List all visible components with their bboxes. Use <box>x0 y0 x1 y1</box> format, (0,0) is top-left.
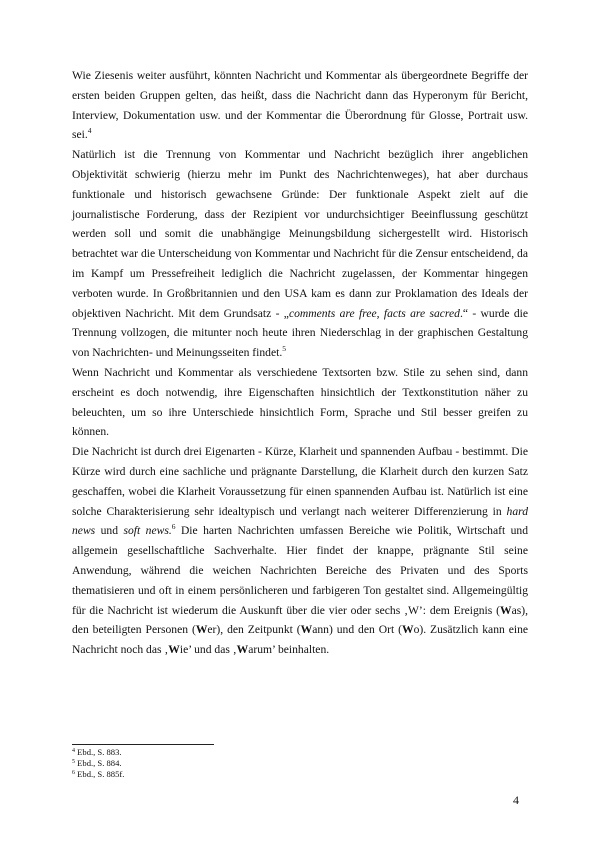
bold-text: W <box>300 623 313 637</box>
footnote-ref: 4 <box>87 126 92 136</box>
footnote <box>72 747 372 758</box>
paragraph <box>72 442 528 660</box>
italic-text: comments are free, facts are sacred <box>288 306 460 320</box>
text-run: er), den Zeitpunkt ( <box>207 623 301 637</box>
bold-text: W <box>236 643 249 657</box>
footnote <box>72 769 372 780</box>
text-run: Wie Ziesenis weiter ausführt, könnten Nachricht und Kommentar als übergeordnete Begriffe der ersten beiden Gruppen gelten, das heißt, dass die Nachricht dann das Hyperonym für Bericht, Interview, Dokumentation usw. und der Kommentar die Überordnung für Glosse, Portrait usw. sei. <box>72 69 528 142</box>
bold-text: W <box>168 643 180 657</box>
paragraph <box>72 145 528 363</box>
bold-text: W <box>195 623 208 637</box>
text-run: ie’ und das ‚ <box>179 643 237 657</box>
bold-text: W <box>401 623 414 637</box>
text-run: Natürlich ist die Trennung von Kommentar und Nachricht bezüglich ihrer angeblichen Objektivität schwierig (hierzu mehr im Punkt des Nachrichtenweges), hat aber durchaus funktionale und historisch gewachsene Gründe: Der funktionale Aspekt zielt auf die journalistische Forderung, dass der Rezipient vor undurchsichtiger Beeinflussung geschützt werden soll und somit die unabhängige Meinungsbildung sichergestellt wird. Historisch betrachtet war die Unterscheidung von Kommentar und Nachricht für die Zensur entscheidend, da im Kampf um Pressefreiheit lediglich die Nachricht zugelassen, der Kommentar hingegen verboten wurde. In Großbritannien und den USA kam es dann zur Proklamation des Ideals der objektiven Nachricht. Mit dem Grundsatz - „ <box>72 148 528 320</box>
footnote-separator <box>72 744 214 745</box>
footnote <box>72 758 372 769</box>
footnote-number: 4 <box>72 748 75 754</box>
text-run: .“ - wurde die Trennung vollzogen, die mitunter noch heute ihren Niederschlag in der graphischen Gestaltung von Nachrichten- und Meinungsseiten findet. <box>72 306 528 360</box>
italic-text: hard news <box>72 504 528 538</box>
footnote-ref: 6 <box>171 522 176 532</box>
text-run: arum’ beinhalten. <box>248 643 330 657</box>
text-run: Wenn Nachricht und Kommentar als verschiedene Textsorten bzw. Stile zu sehen sind, dann erscheint es doch notwendig, ihre Eigenschaften hinsichtlich der Textkonstitution näher zu beleuchten, um so ihre Unterschiede hinsichtlich Form, Sprache und Stil besser greifen zu können. <box>72 365 528 439</box>
footnote-ref: 5 <box>282 344 286 354</box>
footnote-text: Ebd., S. 885f. <box>75 769 125 779</box>
page-number: 4 <box>513 793 519 807</box>
text-run: Die harten Nachrichten umfassen Bereiche wie Politik, Wirtschaft und allgemein gesellschaftliche Sachverhalte. Hier findet der knappe, prägnante Stil seine Anwendung, während die weichen Nachrichten Bereiche des Privaten und des Sports thematisieren und oft in einem persönlicheren und farbigeren Ton gestaltet sind. Allgemeingültig für die Nachricht ist wiederum die Auskunft über die vier oder sechs ‚W’: dem Ereignis ( <box>72 524 528 617</box>
footnote-number: 6 <box>72 770 75 776</box>
footnotes <box>72 747 372 780</box>
italic-text: soft news. <box>123 524 172 538</box>
paragraph <box>72 66 528 145</box>
text-run: as), den beteiligten Personen ( <box>72 603 528 637</box>
bold-text: W <box>499 603 512 617</box>
body-text <box>72 66 528 660</box>
footnote-text: Ebd., S. 883. <box>75 747 122 757</box>
text-run: Die Nachricht ist durch drei Eigenarten - Kürze, Klarheit und spannenden Aufbau - bestimmt. Die Kürze wird durch eine sachliche und prägnante Darstellung, die Klarheit durch den kurzen Satz geschaffen, wobei die Klarheit Voraussetzung für einen spannenden Aufbau ist. Natürlich ist eine solche Charakterisierung sehr idealtypisch und verlangt nach weiterer Differenzierung in <box>72 445 528 518</box>
footnote-number: 5 <box>72 759 75 765</box>
footnote-text: Ebd., S. 884. <box>75 758 122 768</box>
text-run: und <box>95 524 124 538</box>
paragraph <box>72 363 528 442</box>
text-run: o). Zusätzlich kann eine Nachricht noch das ‚ <box>72 623 529 657</box>
text-run: ann) und den Ort ( <box>312 623 402 637</box>
